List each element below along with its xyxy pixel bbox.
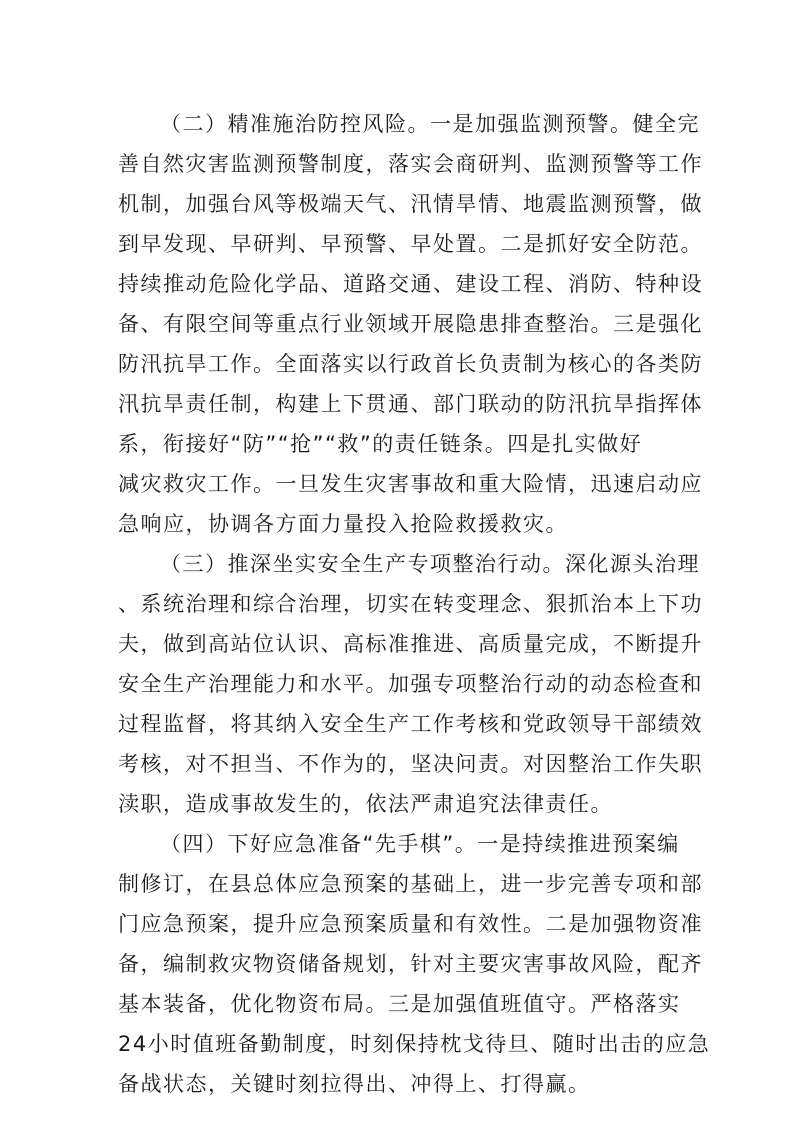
- paragraph-4-line-6: 24小时值班备勤制度，时刻保持枕戈待旦、随时出击的应急: [118, 1032, 711, 1056]
- paragraph-3-line-4: 安全生产治理能力和水平。加强专项整治行动的动态检查和: [118, 672, 703, 696]
- paragraph-4-line-3: 门应急预案，提升应急预案质量和有效性。二是加强物资准: [118, 912, 703, 936]
- paragraph-2-line-2: 善自然灾害监测预警制度，落实会商研判、监测预警等工作: [118, 152, 703, 176]
- paragraph-4-line-4: 备，编制救灾物资储备规划，针对主要灾害事故风险，配齐: [118, 952, 703, 976]
- paragraph-2-line-6: 备、有限空间等重点行业领域开展隐患排查整治。三是强化: [118, 312, 703, 336]
- paragraph-2-line-8: 汛抗旱责任制，构建上下贯通、部门联动的防汛抗旱指挥体: [118, 392, 703, 416]
- paragraph-3-line-3: 夫，做到高站位认识、高标准推进、高质量完成，不断提升: [118, 632, 703, 656]
- paragraph-3-line-1: （三）推深坐实安全生产专项整治行动。深化源头治理: [160, 552, 700, 576]
- paragraph-3-line-7: 渎职，造成事故发生的，依法严肃追究法律责任。: [118, 792, 613, 816]
- paragraph-4-line-2: 制修订，在县总体应急预案的基础上，进一步完善专项和部: [118, 872, 703, 896]
- paragraph-2-line-4: 到早发现、早研判、早预警、早处置。二是抓好安全防范。: [118, 232, 703, 256]
- paragraph-4-line-1: （四）下好应急准备“先手棋”。一是持续推进预案编: [160, 832, 680, 856]
- paragraph-2-line-10: 减灾救灾工作。一旦发生灾害事故和重大险情，迅速启动应: [118, 472, 703, 496]
- paragraph-2-line-1: （二）精准施治防控风险。一是加强监测预警。健全完: [160, 112, 700, 136]
- paragraph-3-line-2: 、系统治理和综合治理，切实在转变理念、狠抓治本上下功: [118, 592, 703, 616]
- paragraph-4-line-5: 基本装备，优化物资布局。三是加强值班值守。严格落实: [118, 992, 681, 1016]
- paragraph-2-line-3: 机制，加强台风等极端天气、汛情旱情、地震监测预警，做: [118, 192, 703, 216]
- paragraph-2-line-5: 持续推动危险化学品、道路交通、建设工程、消防、特种设: [118, 272, 703, 296]
- paragraph-3-line-5: 过程监督，将其纳入安全生产工作考核和党政领导干部绩效: [118, 712, 703, 736]
- paragraph-3-line-6: 考核，对不担当、不作为的，坚决问责。对因整治工作失职: [118, 752, 703, 776]
- paragraph-2-line-7: 防汛抗旱工作。全面落实以行政首长负责制为核心的各类防: [118, 352, 703, 376]
- paragraph-2-line-9: 系，衔接好“防”“抢”“救”的责任链条。四是扎实做好: [118, 432, 643, 456]
- paragraph-2-line-11: 急响应，协调各方面力量投入抢险救援救灾。: [118, 512, 568, 536]
- paragraph-4-line-7: 备战状态，关键时刻拉得出、冲得上、打得赢。: [118, 1072, 591, 1096]
